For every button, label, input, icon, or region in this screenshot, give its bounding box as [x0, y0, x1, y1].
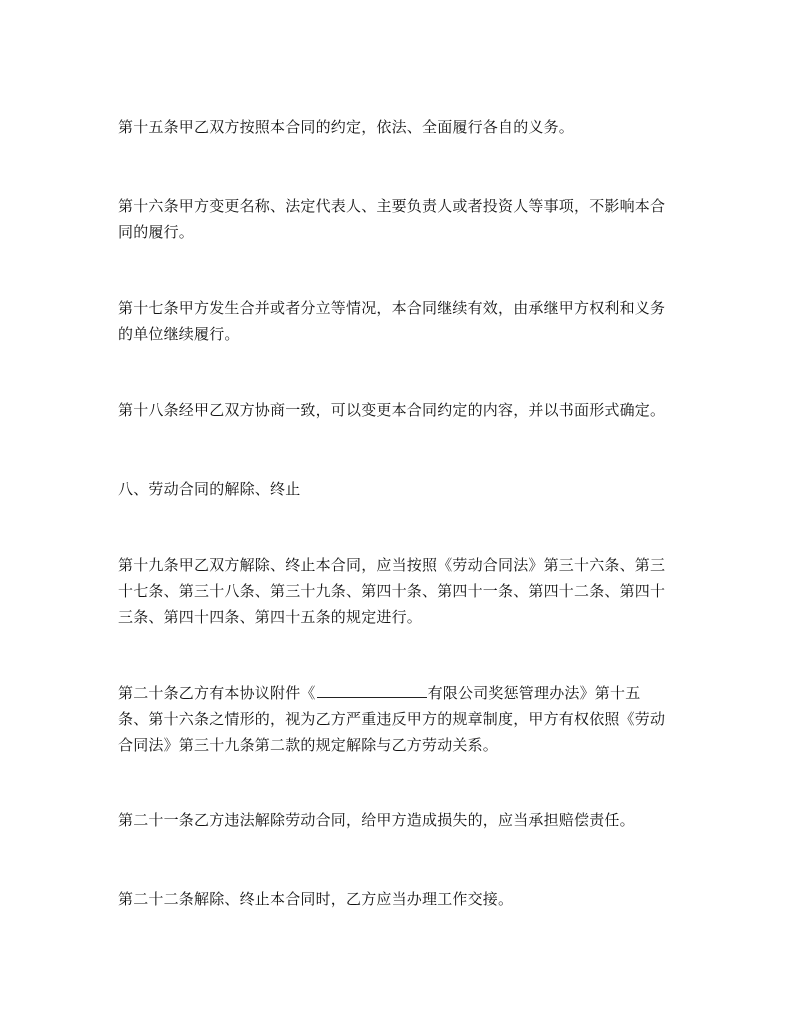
- article-20-line-1: [118, 680, 684, 706]
- article-20: [118, 680, 684, 758]
- article-17-line-1: 第十七条甲方发生合并或者分立等情况，本合同继续有效，由承继甲方权利和义务: [118, 299, 666, 317]
- article-20-line-3: 合同法》第三十九条第二款的规定解除与乙方劳动关系。: [118, 736, 499, 754]
- article-18: [118, 397, 684, 423]
- article-16-line-1: 第十六条甲方变更名称、法定代表人、主要负责人或者投资人等事项，不影响本合: [118, 197, 666, 215]
- section-8-heading-text: 八、劳动合同的解除、终止: [118, 480, 301, 498]
- article-17: [118, 295, 684, 347]
- article-21: [118, 807, 684, 833]
- article-20-line-1-prefix: 第二十条乙方有本协议附件《: [118, 684, 316, 702]
- article-19-line-2: 十七条、第三十八条、第三十九条、第四十条、第四十一条、第四十二条、第四十: [118, 582, 666, 600]
- article-20-line-1-suffix: 有限公司奖惩管理办法》第十五: [427, 684, 641, 702]
- article-20-line-2: 条、第十六条之情形的，视为乙方严重违反甲方的规章制度，甲方有权依照《劳动: [118, 710, 666, 728]
- company-name-blank: [317, 696, 427, 698]
- article-19: [118, 552, 684, 630]
- article-15: [118, 114, 684, 140]
- section-8-heading: [118, 476, 684, 502]
- article-22-text: 第二十二条解除、终止本合同时，乙方应当办理工作交接。: [118, 890, 514, 908]
- article-17-line-2: 的单位继续履行。: [118, 325, 240, 343]
- article-16: [118, 193, 684, 245]
- article-18-text: 第十八条经甲乙双方协商一致，可以变更本合同约定的内容，并以书面形式确定。: [118, 401, 666, 419]
- article-22: [118, 886, 684, 912]
- article-15-text: 第十五条甲乙双方按照本合同的约定，依法、全面履行各自的义务。: [118, 118, 575, 136]
- article-21-text: 第二十一条乙方违法解除劳动合同，给甲方造成损失的，应当承担赔偿责任。: [118, 811, 635, 829]
- article-19-line-1: 第十九条甲乙双方解除、终止本合同，应当按照《劳动合同法》第三十六条、第三: [118, 556, 666, 574]
- article-19-line-3: 三条、第四十四条、第四十五条的规定进行。: [118, 608, 423, 626]
- article-16-line-2: 同的履行。: [118, 223, 195, 241]
